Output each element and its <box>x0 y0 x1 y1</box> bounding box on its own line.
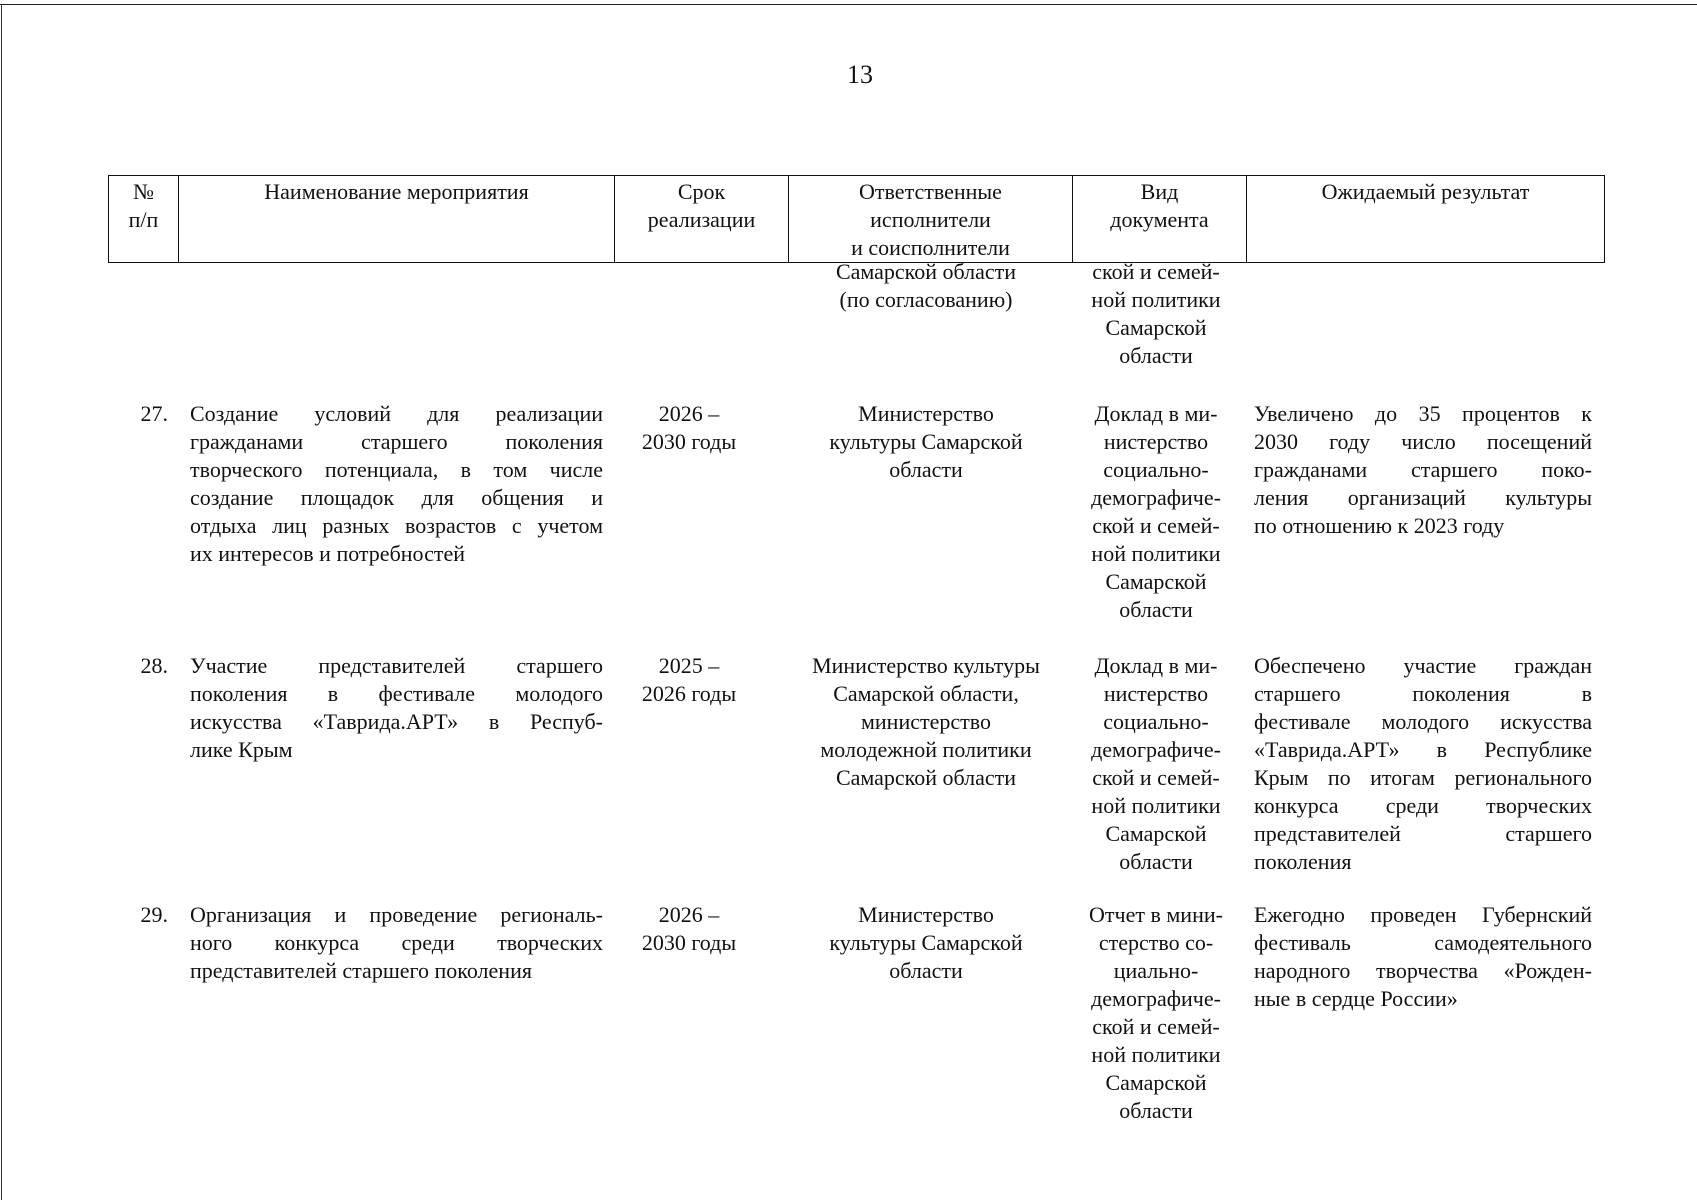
row-name: Участие представителей старшего поколения в фестивале молодого искусства «Таврида.АРТ» в Респуб- лике Крым <box>190 653 603 762</box>
page-border-left <box>1 4 2 1200</box>
row-name: Организация и проведение региональ- ного конкурса среди творческих представителей старшего поколения <box>190 902 603 983</box>
row-term: 2026 – 2030 годы <box>641 401 737 454</box>
row-doc: Доклад в ми- нистерство социально- демографиче- ской и семей- ной политики Самарской области <box>1091 653 1221 874</box>
row-term: 2025 – 2026 годы <box>641 653 737 706</box>
header-term: Срок реализации <box>615 176 789 263</box>
row-name: Создание условий для реализации гражданами старшего поколения творческого потенциала, в том числе создание площадок для общения и отдыха лиц разных возрастов с учетом их интересов и потребностей <box>190 401 603 566</box>
row-result: Увеличено до 35 процентов к 2030 году число посещений гражданами старшего поко- ления организаций культуры по отношению к 2023 году <box>1254 401 1592 538</box>
row-doc: Доклад в ми- нистерство социально- демографиче- ской и семей- ной политики Самарской области <box>1091 401 1221 622</box>
row-result: Обеспечено участие граждан старшего поколения в фестивале молодого искусства «Таврида.АРТ» в Республике Крым по итогам регионального конкурса среди творческих представителей старшего поколения <box>1254 653 1592 874</box>
row-result: Ежегодно проведен Губернский фестиваль самодеятельного народного творчества «Рожден- ные в сердце России» <box>1254 902 1592 1011</box>
continuation-resp: Самарской области (по согласованию) <box>835 259 1017 312</box>
page-number: 13 <box>847 60 873 89</box>
continuation-doc: ской и семей- ной политики Самарской области <box>1091 259 1221 368</box>
row-doc: Отчет в мини- стерство со- циально- демографиче- ской и семей- ной политики Самарской области <box>1089 902 1223 1123</box>
row-resp: Министерство культуры Самарской области <box>829 902 1023 983</box>
header-name: Наименование мероприятия <box>179 176 615 263</box>
header-resp: Ответственные исполнители и соисполнители <box>789 176 1073 263</box>
page-border-top <box>0 4 1697 5</box>
row-resp: Министерство культуры Самарской области, министерство молодежной политики Самарской области <box>812 653 1040 790</box>
row-resp: Министерство культуры Самарской области <box>829 401 1023 482</box>
row-number: 29. <box>140 902 168 927</box>
header-doc: Вид документа <box>1073 176 1247 263</box>
table-header <box>108 175 1605 263</box>
header-num: № п/п <box>109 176 179 263</box>
header-result: Ожидаемый результат <box>1247 176 1605 263</box>
row-number: 28. <box>140 653 168 678</box>
row-term: 2026 – 2030 годы <box>641 902 737 955</box>
row-number: 27. <box>140 401 168 426</box>
